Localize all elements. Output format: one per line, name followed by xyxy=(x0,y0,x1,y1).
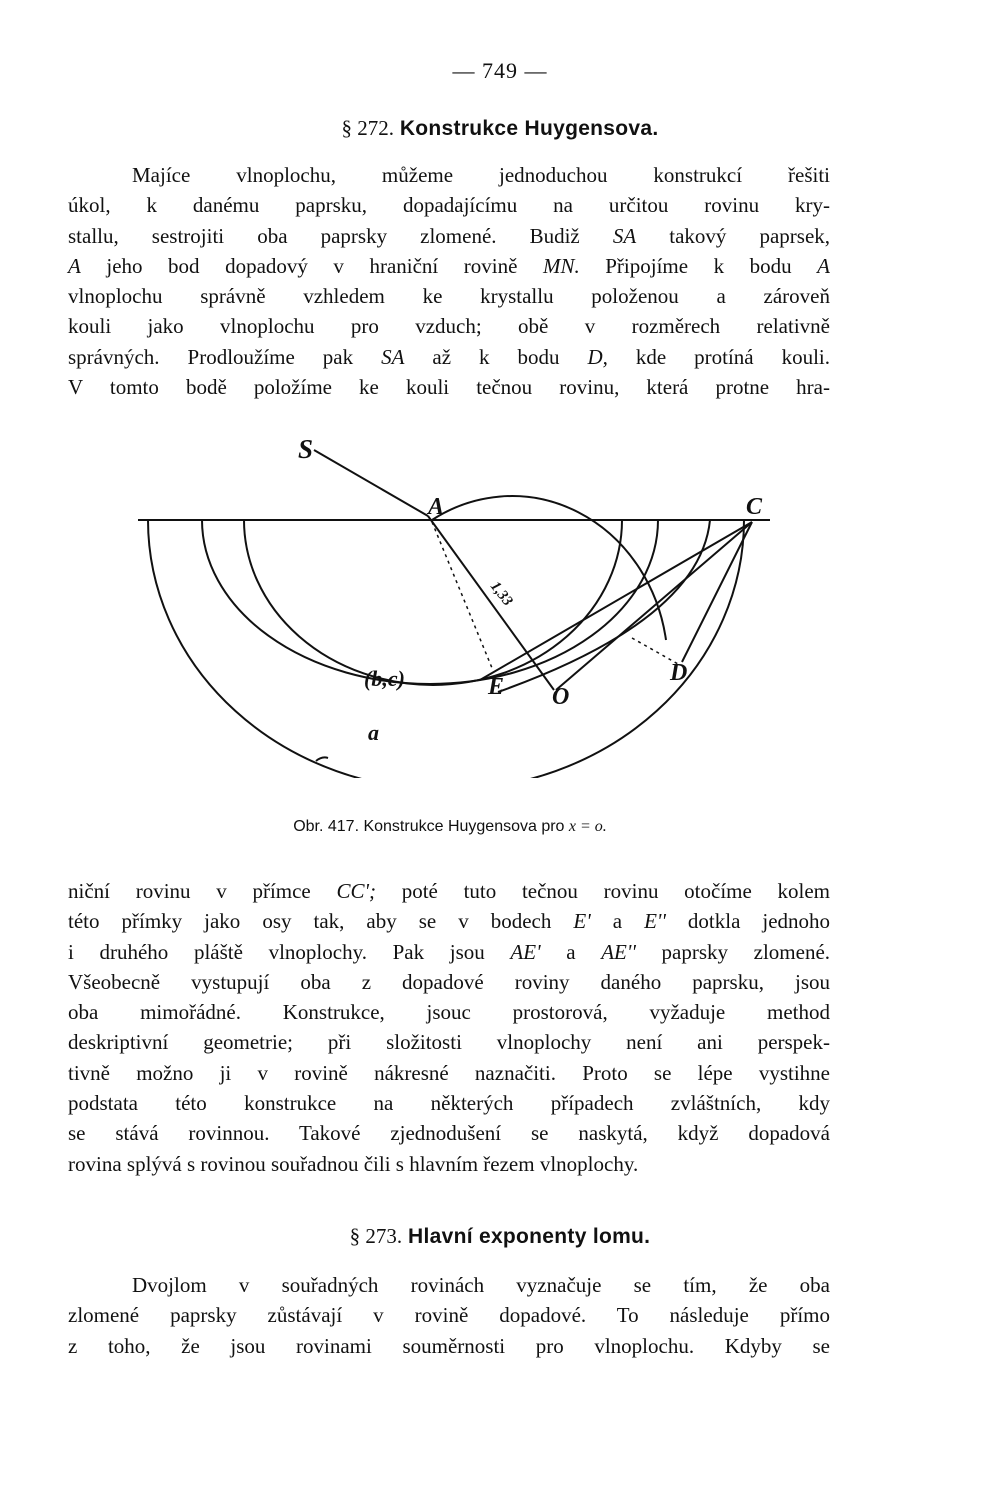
huygens-construction-figure xyxy=(130,428,780,778)
caption-text: Obr. 417. Konstrukce Huygensova pro xyxy=(293,818,565,835)
text-line: rovina splývá s rovinou souřadnou čili s hlavním řezem vlnoplochy. xyxy=(68,1151,639,1176)
text-segment: i druhého pláště vlnoplochy. Pak jsou xyxy=(68,939,485,964)
label-d: D xyxy=(670,660,688,686)
text-segment: takový paprsek, xyxy=(669,223,831,248)
text-segment: kde protíná kouli. xyxy=(635,344,830,369)
label-c: C xyxy=(746,494,763,520)
dotted-line-ae xyxy=(432,522,492,668)
text-segment: správných. Prodloužíme pak xyxy=(68,344,354,369)
text-segment: jeho bod dopadový v hraniční rovině xyxy=(106,253,518,278)
text-line xyxy=(68,937,830,967)
math-symbol: E'' xyxy=(644,909,666,934)
paragraph-2 xyxy=(68,876,830,1179)
text-line xyxy=(68,251,830,281)
text-line xyxy=(68,221,830,251)
text-segment: paprsky zlomené. xyxy=(661,939,831,964)
text-line xyxy=(68,876,830,906)
text-line: vlnoplochu správně vzhledem ke krystallu položenou a zároveň xyxy=(68,284,830,309)
refracted-ray-ao xyxy=(428,516,554,690)
math-symbol: CC'; xyxy=(336,879,376,903)
label-o: O xyxy=(552,684,570,710)
text-line: kouli jako vlnoplochu pro vzduch; obě v rozměrech relativně xyxy=(68,314,830,339)
math-symbol: SA xyxy=(612,223,637,248)
text-segment: až k bodu xyxy=(432,344,560,369)
label-ray-value: 1,33 xyxy=(486,578,516,610)
label-s: S xyxy=(298,434,314,464)
text-line: deskriptivní geometrie; při složitosti vlnoplochy není ani perspek- xyxy=(68,1030,830,1055)
text-segment: dotkla jednoho xyxy=(687,909,831,934)
text-line: podstata této konstrukce na některých případech zvláštních, kdy xyxy=(68,1091,830,1116)
section-273-heading xyxy=(0,1224,1000,1249)
text-line: se stává rovinnou. Takové zjednodušení se naskytá, když dopadová xyxy=(68,1121,830,1146)
paragraph-3 xyxy=(68,1270,830,1361)
text-segment: stallu, sestrojiti oba paprsky zlomené. Budiž xyxy=(68,223,580,248)
math-symbol: SA xyxy=(381,344,405,369)
tangent-line-c xyxy=(480,522,752,680)
text-segment: Připojíme k bodu xyxy=(605,253,792,278)
text-line: z toho, že jsou rovinami souměrnosti pro vlnoplochu. Kdyby se xyxy=(68,1333,830,1358)
incident-ray-sa xyxy=(314,450,428,516)
math-symbol: AE'' xyxy=(601,939,636,964)
text-segment: niční rovinu v přímce xyxy=(68,879,311,903)
text-line: tivně možno ji v rovině nákresné naznačiti. Proto se lépe vystihne xyxy=(68,1060,830,1085)
inner-wave-surface xyxy=(244,520,622,685)
label-a: A xyxy=(428,494,445,520)
text-line: V tomto bodě položíme ke kouli tečnou rovinu, která protne hra- xyxy=(68,375,830,400)
math-symbol: MN. xyxy=(542,253,580,278)
math-symbol: E' xyxy=(573,909,591,934)
section-272-title: Konstrukce Huygensova. xyxy=(399,117,659,140)
math-symbol: A xyxy=(68,253,81,278)
text-segment: poté tuto tečnou rovinu otočíme kolem xyxy=(401,879,831,903)
section-272-heading xyxy=(0,116,1000,141)
caption-math: x = o. xyxy=(568,818,607,835)
label-a-lower: a xyxy=(368,720,379,745)
text-line: Dvojlom v souřadných rovinách vyznačuje se tím, že oba xyxy=(132,1273,830,1297)
text-line: zlomené paprsky zůstávají v rovině dopadové. To následuje přímo xyxy=(68,1303,830,1328)
stray-mark xyxy=(316,757,328,761)
outer-wave-surface xyxy=(148,520,744,778)
math-symbol: D, xyxy=(587,344,608,369)
math-symbol: AE' xyxy=(510,939,541,964)
sphere-arc xyxy=(432,496,666,640)
figure-caption xyxy=(0,818,900,836)
section-273-number: § 273. xyxy=(349,1224,403,1248)
middle-wave-surface xyxy=(202,520,658,684)
text-line xyxy=(68,906,830,936)
text-line: Majíce vlnoplochu, můžeme jednoduchou konstrukcí řešiti xyxy=(132,163,830,187)
section-272-number: § 272. xyxy=(341,116,394,140)
text-line xyxy=(68,342,830,372)
text-line: Všeobecně vystupují oba z dopadové roviny daného paprsku, jsou xyxy=(68,969,830,994)
section-273-title: Hlavní exponenty lomu. xyxy=(408,1225,651,1248)
math-symbol: A xyxy=(817,253,830,278)
page-number: — 749 — xyxy=(452,58,548,83)
paragraph-1 xyxy=(68,160,830,402)
text-segment: a xyxy=(566,939,576,964)
label-bc: (b,c) xyxy=(364,666,405,691)
text-segment: této přímky jako osy tak, aby se v bodech xyxy=(68,909,552,934)
label-e: E xyxy=(488,674,505,700)
text-line: oba mimořádné. Konstrukce, jsouc prostorová, vyžaduje method xyxy=(68,1000,830,1025)
text-segment: a xyxy=(612,909,623,934)
text-line: úkol, k danému paprsku, dopadajícímu na určitou rovinu kry- xyxy=(68,193,830,218)
